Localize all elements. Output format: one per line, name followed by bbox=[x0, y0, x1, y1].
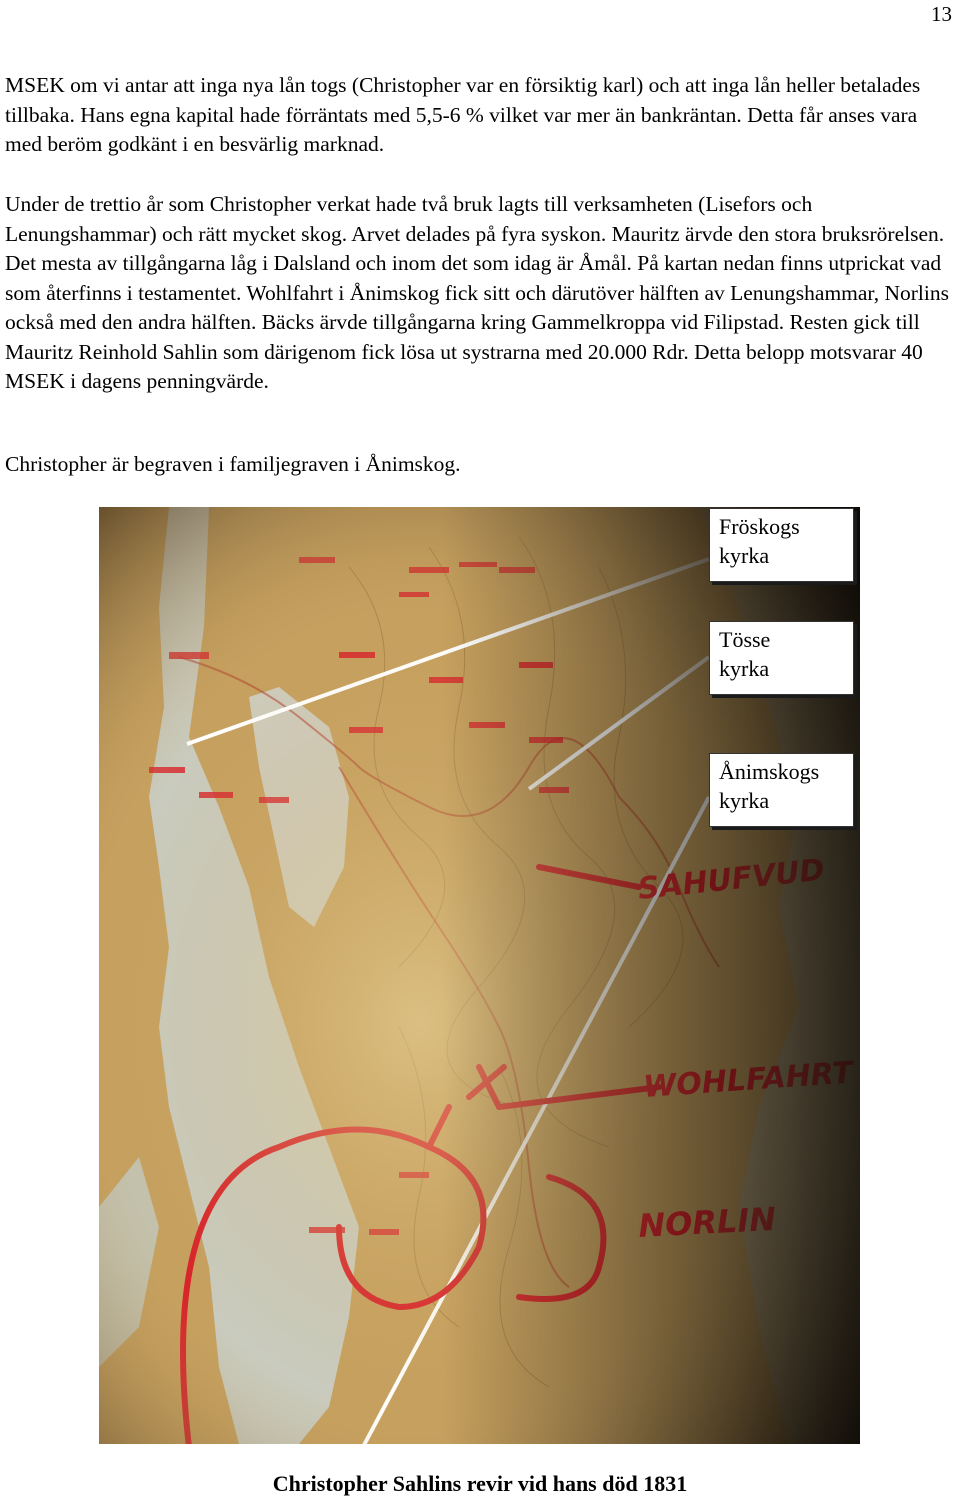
callout-line: kyrka bbox=[719, 543, 770, 568]
page-number: 13 bbox=[931, 2, 952, 26]
callout-animskogs-kyrka bbox=[709, 753, 854, 827]
paragraph-2: Under de trettio år som Christopher verkat hade två bruk lagts till verksamheten (Lisefors och Lenungshammar) och rätt mycket skog. Arvet delades på fyra syskon. Mauritz ärvde den stora bruksrörelsen. Det mesta av tillgångarna låg i Dalsland och inom det som idag är Åmål. På kartan nedan finns utprickat vad som återfinns i testamentet. Wohlfahrt i Ånimskog fick sitt och därutöver hälften av Lenungshammar, Norlins också med den andra hälften. Bäcks ärvde tillgångarna kring Gammelkroppa vid Filipstad. Resten gick till Mauritz Reinhold Sahlin som därigenom fick lösa ut systrarna med 20.000 Rdr. Detta belopp motsvarar 40 MSEK i dagens penningvärde. bbox=[5, 192, 949, 393]
callout-line: kyrka bbox=[719, 788, 770, 813]
callout-line: Tösse bbox=[719, 627, 771, 652]
callout-line: Fröskogs bbox=[719, 514, 800, 539]
callout-line: Ånimskogs bbox=[719, 759, 820, 784]
paragraph-1: MSEK om vi antar att inga nya lån togs (Christopher var en försiktig karl) och att inga lån heller betalades tillbaka. Hans egna kapital hade förräntats med 5,5-6 % vilket var mer än bankräntan. Detta får anses vara med beröm godkänt i en besvärlig marknad. bbox=[5, 73, 921, 156]
callout-tosse-kyrka bbox=[709, 621, 854, 695]
figure-caption: Christopher Sahlins revir vid hans död 1831 bbox=[272, 1471, 688, 1496]
callout-line: kyrka bbox=[719, 656, 770, 681]
paragraph-3: Christopher är begraven i familjegraven i Ånimskog. bbox=[5, 452, 461, 476]
callout-froskogs-kyrka bbox=[709, 508, 854, 582]
